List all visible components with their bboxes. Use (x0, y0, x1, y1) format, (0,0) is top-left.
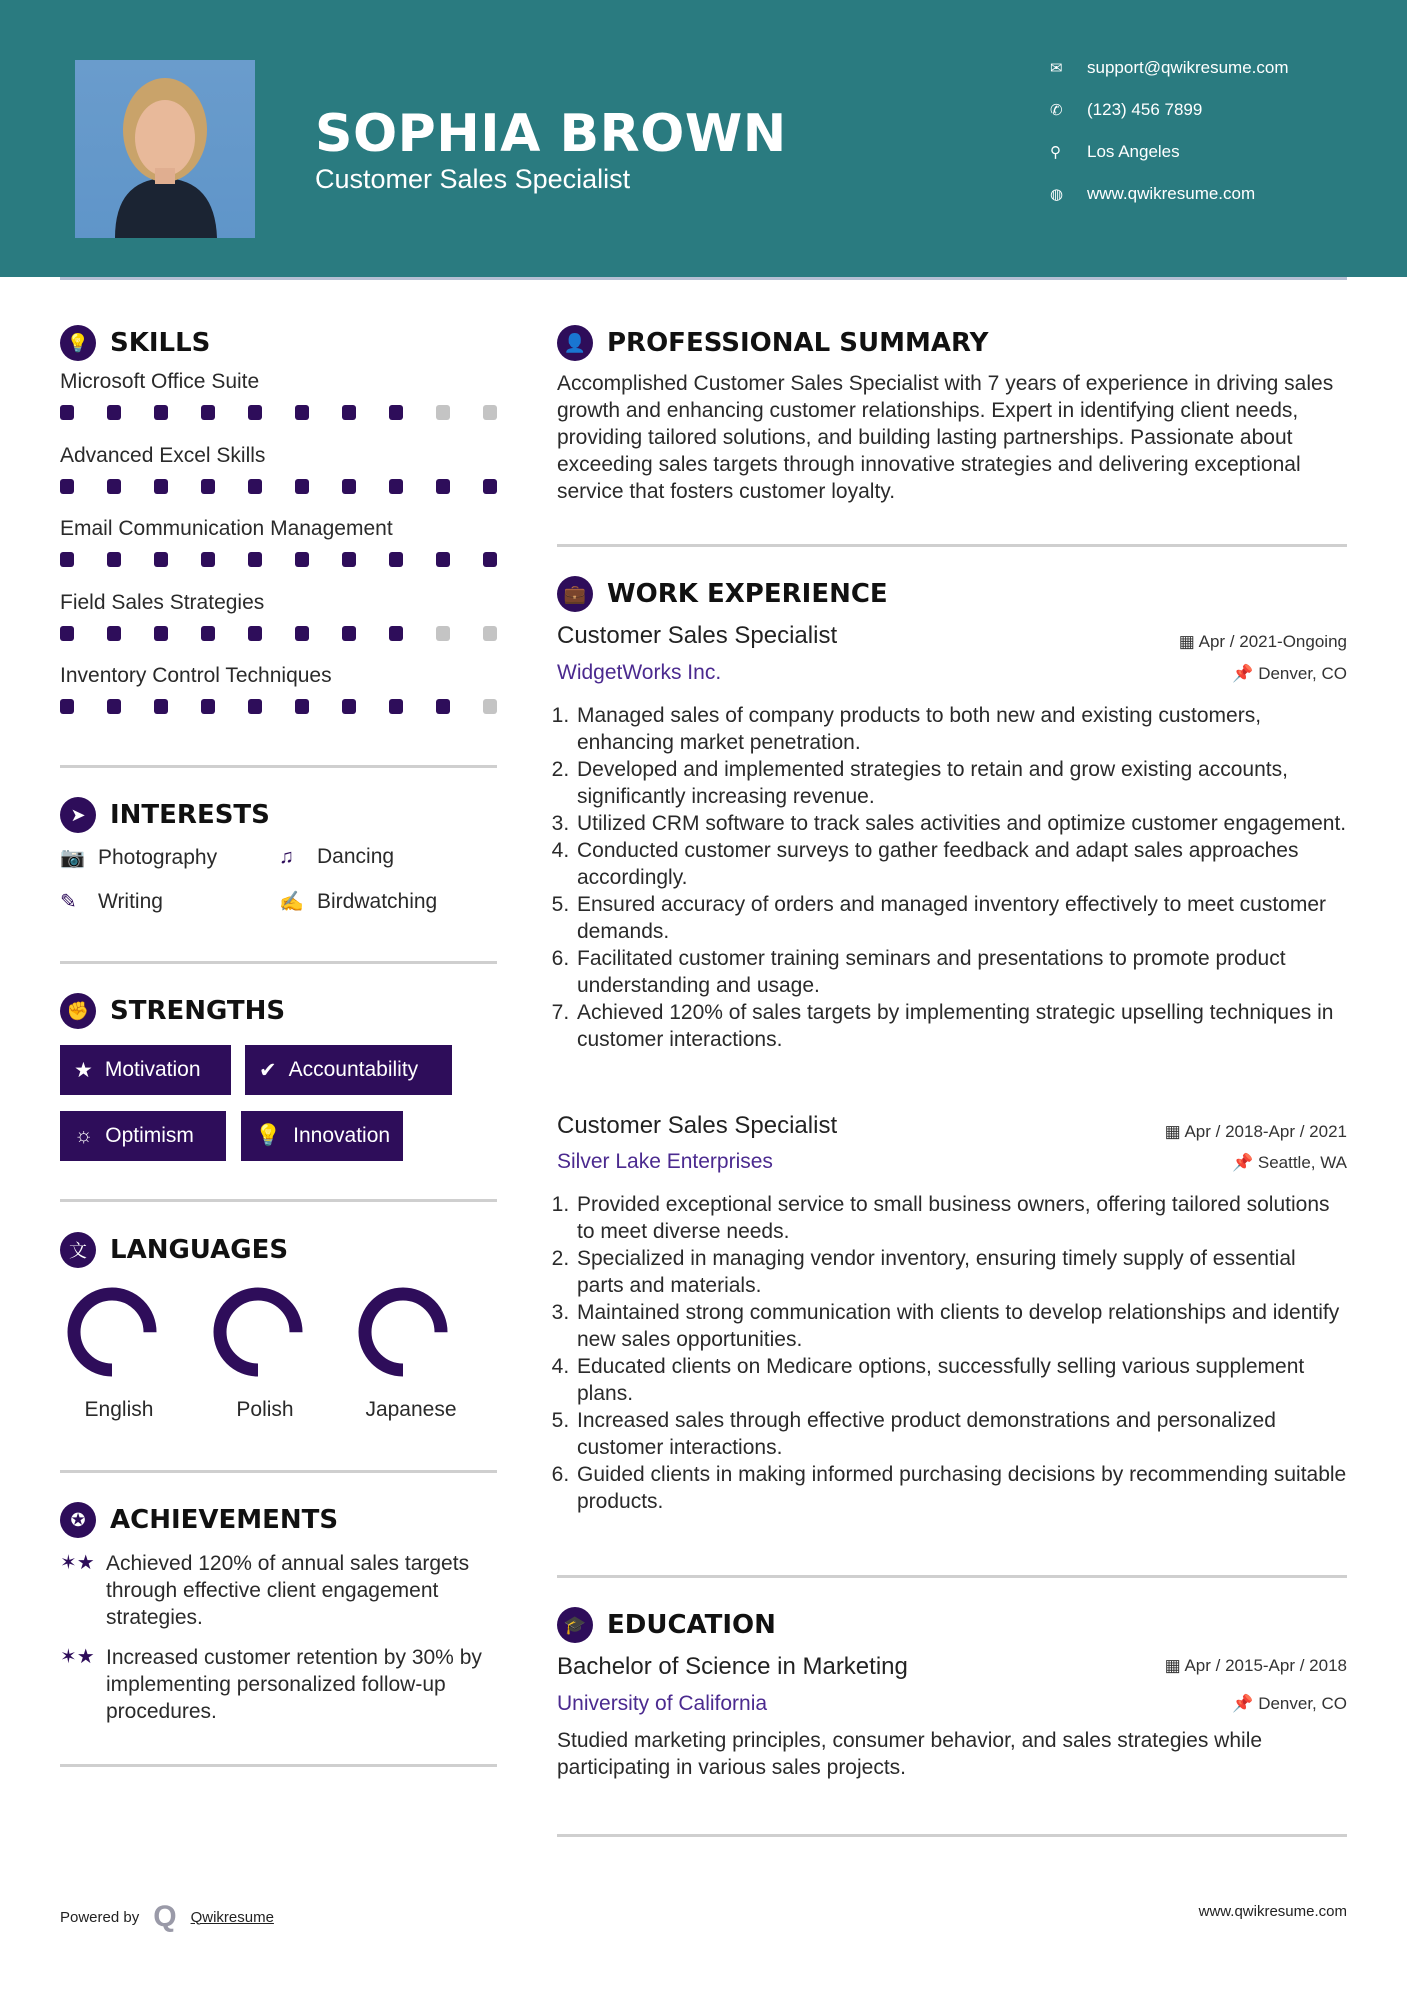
degree: Bachelor of Science in Marketing (557, 1653, 908, 1680)
sun-icon: ☼ (74, 1124, 94, 1147)
music-note-icon: ♫ (279, 845, 294, 868)
divider (60, 1470, 497, 1473)
section-title: LANGUAGES (110, 1235, 289, 1265)
pencil-icon: ✎ (60, 891, 77, 913)
rating-dot (107, 699, 121, 714)
rating-dot (389, 626, 403, 641)
strength-tag (60, 1045, 231, 1095)
globe-icon: ◍ (1050, 186, 1064, 203)
interest-item (279, 845, 394, 869)
skills-heading (60, 325, 210, 361)
rating-dot (436, 552, 450, 567)
rating-dot (201, 405, 215, 420)
rating-dot (342, 405, 356, 420)
location-text: Denver, CO (1258, 1694, 1347, 1713)
rating-dot (60, 479, 74, 494)
divider (60, 765, 497, 768)
rating-dot (107, 626, 121, 641)
language-level-arc (74, 1294, 150, 1370)
divider (557, 1834, 1347, 1837)
language-name: Polish (236, 1398, 294, 1421)
lightbulb-icon: 💡 (60, 325, 96, 361)
rating-dot (154, 626, 168, 641)
rating-dot (154, 479, 168, 494)
language-name: Japanese (365, 1398, 457, 1421)
strength-label: Accountability (288, 1058, 419, 1081)
school-name: University of California (557, 1692, 768, 1715)
skill-name: Advanced Excel Skills (60, 443, 266, 467)
rating-dot (436, 626, 450, 641)
candidate-title: Customer Sales Specialist (315, 164, 631, 194)
job-date (1165, 1122, 1347, 1142)
rating-dot (436, 405, 450, 420)
skill-name: Inventory Control Techniques (60, 664, 332, 687)
rating-dot (107, 552, 121, 567)
calendar-icon: ▦ (1178, 632, 1199, 651)
job-bullet: 2. Developed and implemented strategies to retain and grow existing accounts, significantly increasing revenue. (575, 756, 1347, 810)
summary-text: Accomplished Customer Sales Specialist with 7 years of experience in driving sales growth and enhancing customer relationships. Expert in identifying client needs, providing tailored solutions, and building lasting partnerships. Passionate about exceeding sales targets through innovative strategies and delivering exceptional service that fosters customer loyalty. (557, 372, 1334, 503)
rating-dot (201, 552, 215, 567)
job-bullet: 3. Maintained strong communication with clients to develop relationships and identify new sales opportunities. (575, 1299, 1347, 1353)
rating-dot (60, 552, 74, 567)
divider (557, 544, 1347, 547)
profile-photo (75, 60, 255, 238)
qwikresume-logo-icon: Q (153, 1900, 177, 1933)
language-level-ring (353, 1282, 453, 1382)
section-title: WORK EXPERIENCE (607, 579, 888, 609)
divider (557, 1575, 1347, 1578)
education-heading (557, 1607, 776, 1643)
summary-heading (557, 325, 988, 361)
stars-icon: ✶★ (60, 1646, 95, 1668)
divider (60, 1764, 497, 1767)
map-pin-icon: ⚲ (1050, 144, 1061, 161)
rating-dot (389, 552, 403, 567)
job-bullet: 4. Educated clients on Medicare options, successfully selling various supplement plans. (575, 1353, 1347, 1407)
calendar-icon: ▦ (1164, 1656, 1185, 1675)
rating-dot (389, 405, 403, 420)
education-date (1165, 1656, 1347, 1676)
strength-label: Optimism (105, 1124, 194, 1147)
language-level-ring (208, 1282, 308, 1382)
rating-dot (248, 479, 262, 494)
interest-label: Birdwatching (317, 889, 438, 913)
lightbulb-icon: 💡 (255, 1124, 282, 1147)
rating-dot (201, 626, 215, 641)
experience-heading (557, 576, 888, 612)
candidate-name: SOPHIA BROWN (315, 104, 787, 164)
date-text: Apr / 2015-Apr / 2018 (1184, 1656, 1347, 1675)
divider (60, 961, 497, 964)
strength-tag (241, 1111, 403, 1161)
footer-url[interactable]: www.qwikresume.com (1198, 1903, 1347, 1920)
education-location (1232, 1694, 1347, 1714)
achievement-item (60, 1644, 500, 1725)
section-title: INTERESTS (110, 800, 270, 830)
strengths-heading (60, 993, 285, 1029)
phone-icon: ✆ (1050, 102, 1063, 119)
envelope-icon: ✉ (1050, 60, 1063, 77)
rating-dot (248, 626, 262, 641)
job-title: Customer Sales Specialist (557, 622, 838, 649)
edit-icon: ✍ (279, 891, 304, 913)
rating-dot (60, 626, 74, 641)
language-icon: 文 (60, 1232, 96, 1268)
job-title: Customer Sales Specialist (557, 1112, 838, 1139)
interest-label: Writing (98, 889, 163, 913)
contact-location (1050, 142, 1180, 162)
rating-dot (248, 552, 262, 567)
contact-email[interactable] (1050, 58, 1289, 78)
achievements-heading (60, 1502, 338, 1538)
rating-dot (389, 699, 403, 714)
pin-icon: 📌 (1232, 664, 1259, 683)
contact-text: www.qwikresume.com (1087, 184, 1256, 203)
paper-plane-icon: ➤ (60, 797, 96, 833)
languages-heading (60, 1232, 288, 1268)
job-bullet: 3. Utilized CRM software to track sales activities and optimize customer engagement. (575, 810, 1347, 837)
skill-rating (60, 626, 497, 641)
job-bullets (557, 702, 1347, 1053)
interest-item (279, 889, 437, 914)
section-title: ACHIEVEMENTS (110, 1505, 339, 1535)
contact-phone (1050, 100, 1202, 120)
skill-name: Microsoft Office Suite (60, 370, 260, 393)
rating-dot (342, 699, 356, 714)
briefcase-icon: 💼 (557, 576, 593, 612)
rating-dot (154, 405, 168, 420)
divider (60, 1199, 497, 1202)
rating-dot (154, 552, 168, 567)
rating-dot (295, 552, 309, 567)
user-icon: 👤 (557, 325, 593, 361)
section-title: EDUCATION (607, 1610, 776, 1640)
contact-website[interactable] (1050, 184, 1255, 204)
rating-dot (342, 552, 356, 567)
job-bullet: 7. Achieved 120% of sales targets by implementing strategic upselling techniques in customer interactions. (575, 999, 1347, 1053)
check-circle-icon: ✔ (259, 1058, 277, 1082)
qwikresume-link[interactable]: Qwikresume (190, 1908, 274, 1926)
rating-dot (483, 552, 497, 567)
pin-icon: 📌 (1232, 1694, 1259, 1713)
location-text: Denver, CO (1258, 664, 1347, 683)
contact-text: Los Angeles (1087, 142, 1180, 161)
rating-dot (201, 699, 215, 714)
job-bullet: 4. Conducted customer surveys to gather feedback and adapt sales approaches accordingly. (575, 837, 1347, 891)
star-badge-icon: ✪ (60, 1502, 96, 1538)
interest-item (60, 889, 163, 914)
job-date (1179, 632, 1347, 652)
language-level-arc (220, 1294, 296, 1370)
job-bullet: 1. Provided exceptional service to small business owners, offering tailored solutions to meet diverse needs. (575, 1191, 1347, 1245)
header-divider (60, 277, 1347, 280)
rating-dot (342, 479, 356, 494)
pin-icon: 📌 (1231, 1153, 1258, 1172)
job-bullet: 6. Facilitated customer training seminars and presentations to promote product understanding and usage. (575, 945, 1347, 999)
date-text: Apr / 2021-Ongoing (1198, 632, 1347, 651)
job-bullets (557, 1191, 1347, 1515)
language-level-arc (365, 1294, 441, 1370)
section-title: STRENGTHS (110, 996, 286, 1026)
rating-dot (483, 479, 497, 494)
rating-dot (60, 405, 74, 420)
rating-dot (295, 626, 309, 641)
rating-dot (107, 479, 121, 494)
interest-item (60, 845, 217, 870)
job-bullet: 1. Managed sales of company products to both new and existing customers, enhancing market penetration. (575, 702, 1347, 756)
interest-label: Dancing (317, 845, 395, 868)
skill-name: Field Sales Strategies (60, 590, 265, 614)
section-title: SKILLS (110, 328, 211, 358)
strength-label: Innovation (293, 1124, 391, 1147)
star-icon: ★ (74, 1058, 93, 1082)
achievement-item (60, 1550, 500, 1631)
skill-rating (60, 552, 497, 567)
job-bullet: 5. Increased sales through effective product demonstrations and personalized customer interactions. (575, 1407, 1347, 1461)
job-bullet: 5. Ensured accuracy of orders and managed inventory effectively to meet customer demands. (575, 891, 1347, 945)
interest-label: Photography (98, 845, 218, 869)
rating-dot (60, 699, 74, 714)
rating-dot (483, 626, 497, 641)
skill-rating (60, 699, 497, 714)
achievement-text: Achieved 120% of annual sales targets through effective client engagement strategies. (106, 1552, 470, 1629)
rating-dot (389, 479, 403, 494)
date-text: Apr / 2018-Apr / 2021 (1184, 1122, 1347, 1141)
job-bullet: 6. Guided clients in making informed purchasing decisions by recommending suitable products. (575, 1461, 1347, 1515)
rating-dot (436, 479, 450, 494)
calendar-icon: ▦ (1164, 1122, 1185, 1141)
rating-dot (342, 626, 356, 641)
rating-dot (436, 699, 450, 714)
job-location (1232, 664, 1347, 684)
camera-icon: 📷 (60, 847, 85, 869)
skill-name: Email Communication Management (60, 517, 393, 540)
powered-by-text: Powered by (60, 1908, 140, 1926)
rating-dot (483, 699, 497, 714)
rating-dot (483, 405, 497, 420)
language-level-ring (62, 1282, 162, 1382)
rating-dot (295, 405, 309, 420)
rating-dot (154, 699, 168, 714)
skill-rating (60, 405, 497, 420)
footer-powered (60, 1900, 274, 1934)
company-name: WidgetWorks Inc. (557, 661, 722, 684)
location-text: Seattle, WA (1257, 1153, 1347, 1172)
strength-tag (245, 1045, 452, 1095)
strength-tag (60, 1111, 226, 1161)
rating-dot (248, 699, 262, 714)
contact-text: support@qwikresume.com (1087, 58, 1289, 77)
achievement-text: Increased customer retention by 30% by implementing personalized follow-up procedures. (106, 1646, 482, 1723)
job-location (1232, 1153, 1347, 1173)
education-text: Studied marketing principles, consumer behavior, and sales strategies while participating in various sales projects. (557, 1729, 1263, 1779)
graduate-icon: 🎓 (557, 1607, 593, 1643)
stars-icon: ✶★ (60, 1552, 95, 1574)
rating-dot (107, 405, 121, 420)
interests-heading (60, 797, 270, 833)
contact-text: (123) 456 7899 (1087, 100, 1203, 119)
strength-label: Motivation (104, 1058, 201, 1081)
company-name: Silver Lake Enterprises (557, 1150, 773, 1173)
section-title: PROFESSIONAL SUMMARY (607, 328, 989, 358)
skill-rating (60, 479, 497, 494)
rating-dot (295, 699, 309, 714)
fist-icon: ✊ (60, 993, 96, 1029)
rating-dot (201, 479, 215, 494)
language-name: English (84, 1398, 154, 1421)
rating-dot (248, 405, 262, 420)
job-bullet: 2. Specialized in managing vendor inventory, ensuring timely supply of essential parts and materials. (575, 1245, 1347, 1299)
rating-dot (295, 479, 309, 494)
